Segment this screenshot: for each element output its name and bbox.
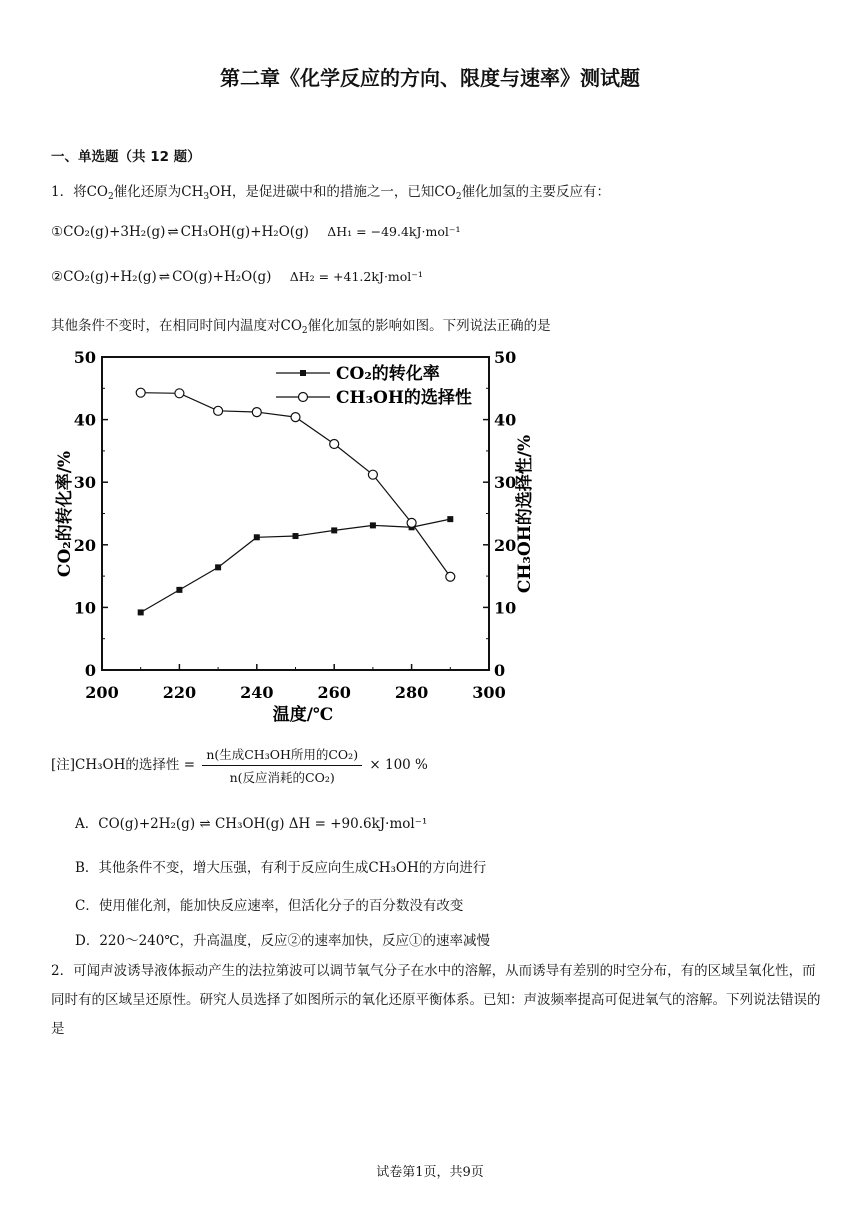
co2-conversion-point	[215, 564, 221, 570]
y-left-tick-label: 50	[73, 348, 96, 367]
y-right-tick-label: 0	[494, 661, 506, 680]
ch3oh-selectivity-point	[252, 408, 261, 417]
ch3oh-selectivity-point	[407, 518, 416, 527]
x-tick-label: 200	[85, 683, 119, 702]
selectivity-note: [注]CH₃OH的选择性 = $\frac{\text{n(生成CH₃OH所用的CO₂)}}{\text{n(反应消耗的CO₂)}}$ × 100 %	[51, 747, 428, 785]
ch3oh-selectivity-point	[291, 413, 300, 422]
y-right-tick-label: 20	[494, 535, 517, 555]
equation-1: ①CO₂(g)+3H₂(g) ⇌ CH₃OH(g)+H₂O(g) ΔH₁ = −49.4kJ·mol⁻¹	[51, 224, 461, 240]
legend-co2-marker	[300, 370, 306, 376]
option-a[interactable]: A．CO(g)+2H₂(g) ⇌ CH₃OH(g) ΔH = +90.6kJ·mol⁻¹	[75, 816, 428, 832]
y-left-tick-label: 30	[73, 473, 96, 493]
question-2-text: 2．可闻声波诱导液体振动产生的法拉第波可以调节氧气分子在水中的溶解，从而诱导有差别的时空分布，有的区域呈氧化性，而同时有的区域呈还原性。研究人员选择了如图所示的氧化还原平衡体系。已知：声波频率提高可促进氧气的溶解。下列说法错误的是	[51, 963, 821, 1037]
option-b[interactable]: B．其他条件不变，增大压强，有利于反应向生成CH₃OH的方向进行	[75, 860, 487, 876]
co2-conversion-point	[293, 533, 299, 539]
legend-ch3oh-marker	[299, 393, 308, 402]
co2-conversion-point	[447, 516, 453, 522]
y-left-tick-label: 0	[84, 661, 96, 680]
legend-ch3oh-label: CH₃OH的选择性	[336, 388, 472, 408]
page-footer: 试卷第1页，共9页	[376, 1165, 484, 1180]
co2-conversion-point	[370, 522, 376, 528]
option-d[interactable]: D．220～240℃，升高温度，反应②的速率加快，反应①的速率减慢	[75, 933, 490, 949]
x-tick-label: 260	[317, 683, 351, 702]
y-left-tick-label: 40	[73, 410, 96, 430]
co2-conversion-point	[331, 527, 337, 533]
x-axis-label: 温度/℃	[272, 705, 334, 725]
ch3oh-selectivity-point	[330, 440, 339, 449]
section-heading: 一、单选题（共 12 题）	[51, 149, 201, 165]
page-title: 第二章《化学反应的方向、限度与速率》测试题	[220, 66, 640, 90]
y-axis-left-label: CO₂的转化率/%	[55, 450, 75, 578]
ch3oh-selectivity-point	[368, 470, 377, 479]
ch3oh-selectivity-point	[136, 388, 145, 397]
y-right-tick-label: 10	[494, 598, 517, 618]
x-tick-label: 220	[162, 683, 197, 702]
x-tick-label: 240	[240, 683, 274, 702]
question-1-prompt: 其他条件不变时，在相同时间内温度对$CO_2$催化加氢的影响如图。下列说法正确的是	[51, 318, 551, 336]
ch3oh-selectivity-point	[446, 572, 455, 581]
co2-conversion-point	[254, 534, 260, 540]
ch3oh-selectivity-point	[214, 406, 223, 415]
co2-conversion-point	[138, 609, 144, 615]
y-right-tick-label: 40	[494, 410, 517, 430]
y-right-tick-label: 50	[494, 348, 517, 367]
ch3oh-selectivity-point	[175, 389, 184, 398]
question-1-stem: 1．将$CO_2$催化还原为$CH_3OH$，是促进碳中和的措施之一，已知$CO_2$催化加氢的主要反应有：	[51, 184, 611, 202]
equation-2: ②CO₂(g)+H₂(g) ⇌ CO(g)+H₂O(g) ΔH₂ = +41.2kJ·mol⁻¹	[51, 269, 423, 285]
legend-co2-label: CO₂的转化率	[336, 364, 440, 384]
co2-hydrogenation-chart	[40, 340, 535, 730]
y-axis-right-label: CH₃OH的选择性/%	[515, 434, 535, 594]
y-right-tick-label: 30	[494, 473, 517, 493]
y-left-tick-label: 10	[73, 598, 96, 618]
y-left-tick-label: 20	[73, 535, 96, 555]
option-c[interactable]: C．使用催化剂，能加快反应速率，但活化分子的百分数没有改变	[75, 898, 464, 914]
selectivity-fraction: $\frac{\text{n(生成CH₃OH所用的CO₂)}}{\text{n(反应消耗的CO₂)}}$	[202, 745, 362, 786]
x-tick-label: 300	[472, 683, 506, 702]
co2-conversion-point	[176, 587, 182, 593]
x-tick-label: 280	[394, 683, 429, 702]
